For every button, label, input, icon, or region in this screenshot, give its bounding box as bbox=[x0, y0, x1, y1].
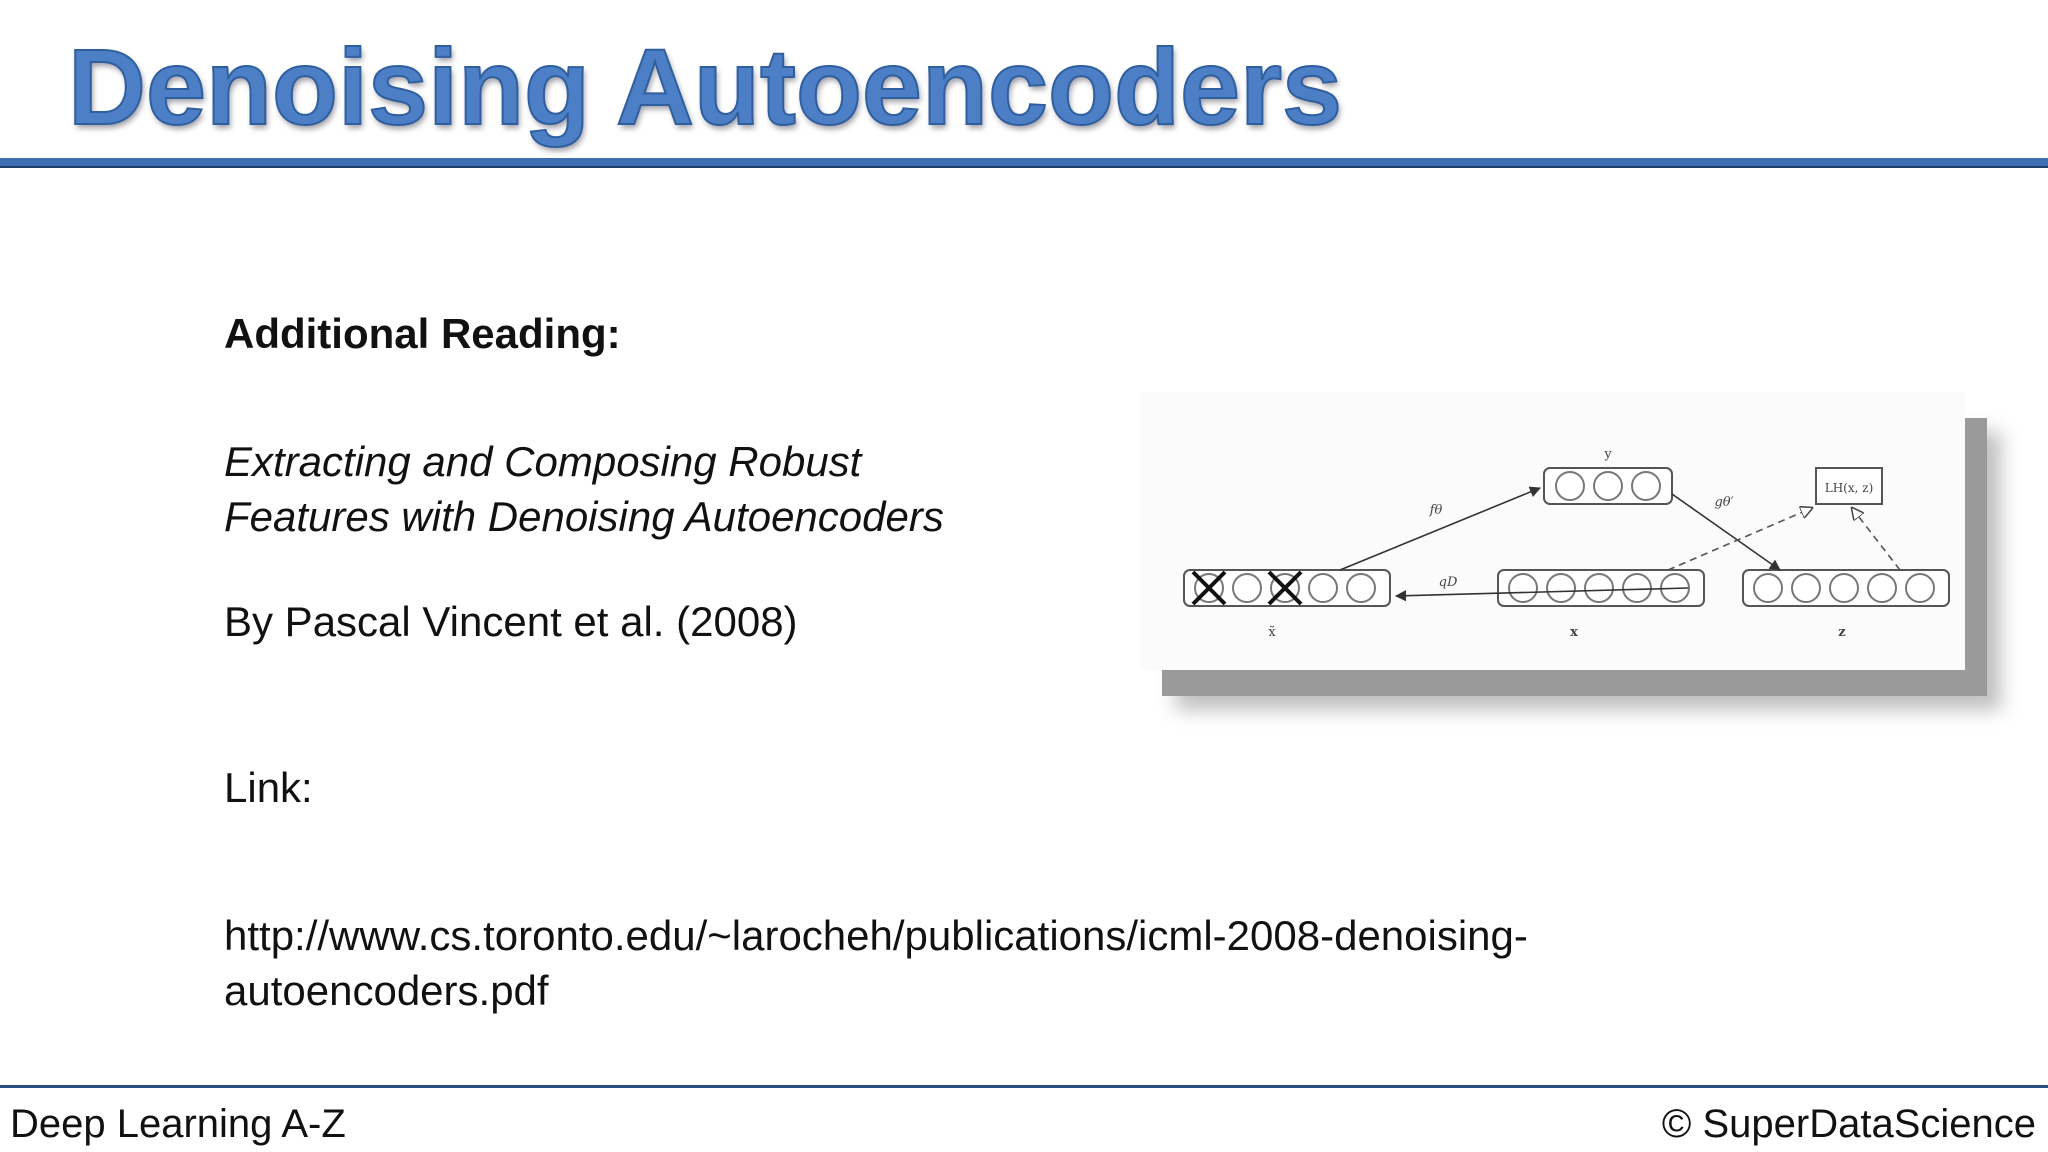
loss-box bbox=[1816, 468, 1882, 504]
title-divider bbox=[0, 158, 2048, 166]
label-f: fθ bbox=[1429, 503, 1443, 518]
autoencoder-diagram-svg bbox=[1140, 392, 1965, 670]
paper-title bbox=[224, 434, 1044, 544]
corrupted-input-layer bbox=[1184, 570, 1390, 606]
label-x-tilde: x̃ bbox=[1268, 625, 1276, 640]
paper-link-line-2: autoencoders.pdf bbox=[224, 967, 549, 1014]
loss-label: LH(x, z) bbox=[1824, 481, 1874, 495]
label-z: z bbox=[1838, 625, 1846, 640]
footer-divider bbox=[0, 1085, 2048, 1088]
copyright: © SuperDataScience bbox=[1661, 1102, 2036, 1146]
label-y: y bbox=[1604, 447, 1612, 462]
paper-link[interactable] bbox=[224, 908, 1724, 1018]
label-q: qD bbox=[1438, 575, 1458, 590]
hidden-layer bbox=[1544, 468, 1672, 504]
slide-title: Denoising Autoencoders bbox=[68, 26, 1343, 147]
paper-link-line-1: http://www.cs.toronto.edu/~larocheh/publications/icml-2008-denoising- bbox=[224, 912, 1528, 959]
autoencoder-diagram bbox=[1140, 392, 1965, 670]
label-g: gθ′ bbox=[1714, 495, 1734, 510]
paper-title-line-1: Extracting and Composing Robust bbox=[224, 438, 862, 485]
encoder-arrow bbox=[1340, 488, 1540, 570]
paper-title-line-2: Features with Denoising Autoencoders bbox=[224, 493, 944, 540]
loss-input-arrow bbox=[1668, 508, 1812, 570]
label-x: x bbox=[1570, 625, 1578, 640]
loss-output-arrow bbox=[1852, 508, 1900, 570]
reading-heading: Additional Reading: bbox=[224, 310, 621, 357]
reconstruction-layer bbox=[1743, 570, 1949, 606]
course-name: Deep Learning A-Z bbox=[10, 1102, 346, 1146]
link-label: Link: bbox=[224, 764, 313, 811]
paper-author: By Pascal Vincent et al. (2008) bbox=[224, 598, 798, 645]
